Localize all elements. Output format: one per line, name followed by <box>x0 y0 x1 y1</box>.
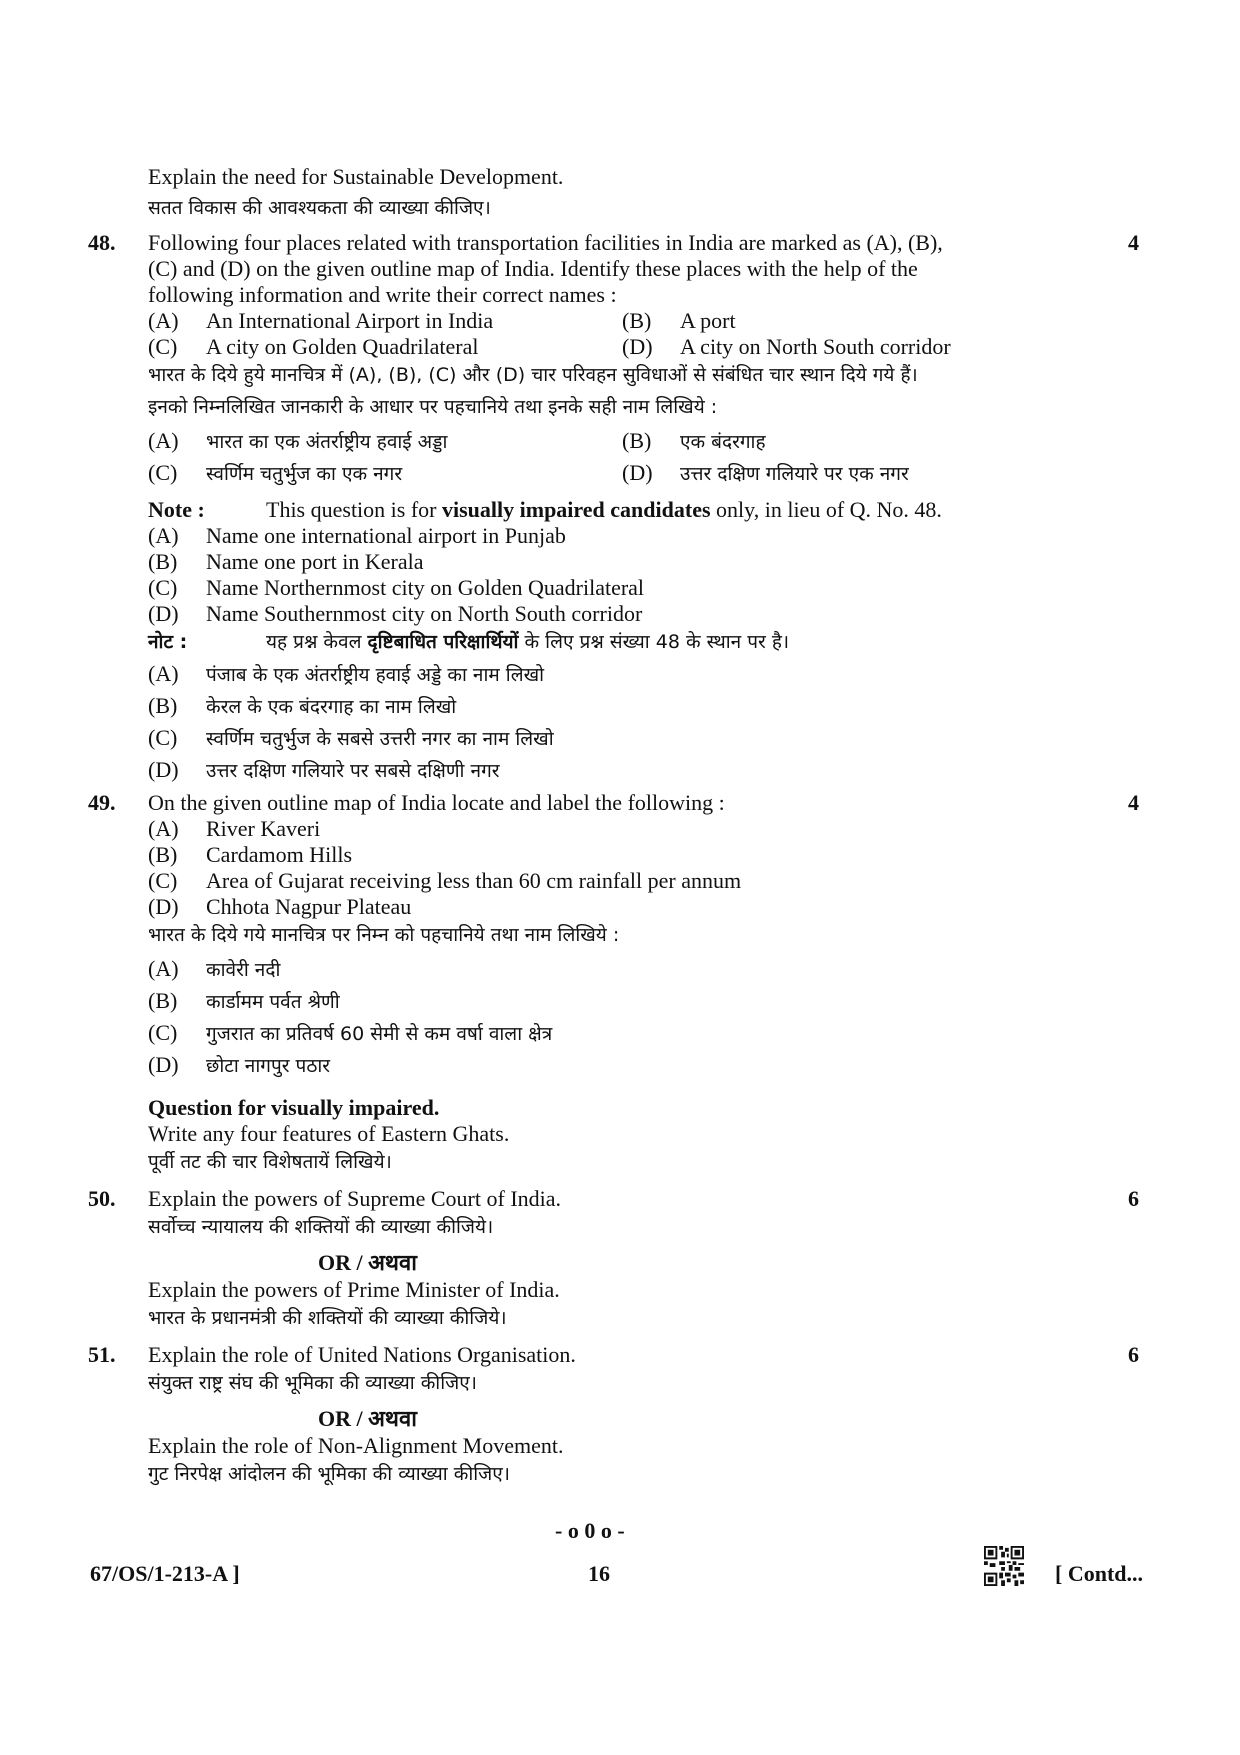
option-hi: (B) कार्डामम पर्वत श्रेणी <box>148 988 340 1013</box>
q49-text: On the given outline map of India locate and label the following : <box>148 790 725 815</box>
q50-text-hi: सर्वोच्च न्यायालय की शक्तियों की व्याख्या कीजिये। <box>148 1216 494 1238</box>
option: (C) A city on Golden Quadrilateral <box>148 334 479 359</box>
marks: 4 <box>1128 230 1139 255</box>
vi-option: (C) Name Northernmost city on Golden Quadrilateral <box>148 575 645 600</box>
q48-text-line1: Following four places related with transportation facilities in India are marked as (A), (B), <box>148 230 943 255</box>
option: (B) Cardamom Hills <box>148 842 353 867</box>
q48-text-hi-line1: भारत के दिये हुये मानचित्र में (A), (B), (C) और (D) चार परिवहन सुविधाओं से संबंधित चार स्थान दिये गये हैं। <box>148 364 918 386</box>
sd-question-en: Explain the need for Sustainable Development. <box>148 164 564 189</box>
vi-option-hi: (C) स्वर्णिम चतुर्भुज के सबसे उत्तरी नगर का नाम लिखो <box>148 725 554 750</box>
end-mark: - o 0 o - <box>555 1518 625 1543</box>
option-hi: (C) स्वर्णिम चतुर्भुज का एक नगर <box>148 460 403 485</box>
option: (A) An International Airport in India <box>148 308 494 333</box>
vi-question-hi: पूर्वी तट की चार विशेषतायें लिखिये। <box>148 1151 392 1173</box>
q50-text: Explain the powers of Supreme Court of India. <box>148 1186 562 1211</box>
q48-text-hi-line2: इनको निम्नलिखित जानकारी के आधार पर पहचानिये तथा इनके सही नाम लिखिये : <box>148 396 718 418</box>
vi-option: (D) Name Southernmost city on North South corridor <box>148 601 643 626</box>
q51-text-hi: संयुक्त राष्ट्र संघ की भूमिका की व्याख्या कीजिए। <box>148 1372 477 1394</box>
vi-option: (B) Name one port in Kerala <box>148 549 424 574</box>
option-hi: (A) भारत का एक अंतर्राष्ट्रीय हवाई अड्डा <box>148 428 448 453</box>
vi-option-hi: (D) उत्तर दक्षिण गलियारे पर सबसे दक्षिणी नगर <box>148 757 500 782</box>
q49-text-hi: भारत के दिये गये मानचित्र पर निम्न को पहचानिये तथा नाम लिखिये : <box>148 924 620 946</box>
sd-question-hi: सतत विकास की आवश्यकता की व्याख्या कीजिए। <box>148 197 491 219</box>
question-number: 50. <box>88 1186 116 1211</box>
marks: 6 <box>1128 1342 1139 1367</box>
option: (A) River Kaveri <box>148 816 321 841</box>
continued-label: [ Contd... <box>1055 1561 1144 1586</box>
q50-alt-text: Explain the powers of Prime Minister of India. <box>148 1277 560 1302</box>
vi-question-en: Write any four features of Eastern Ghats. <box>148 1121 510 1146</box>
option: (C) Area of Gujarat receiving less than 60 cm rainfall per annum <box>148 868 742 893</box>
option: (D) A city on North South corridor <box>622 334 951 359</box>
q50-alt-text-hi: भारत के प्रधानमंत्री की शक्तियों की व्याख्या कीजिये। <box>148 1307 507 1329</box>
option: (B) A port <box>622 308 736 333</box>
option-hi: (D) छोटा नागपुर पठार <box>148 1052 331 1077</box>
marks: 4 <box>1128 790 1139 815</box>
option-hi: (B) एक बंदरगाह <box>622 428 766 453</box>
option: (D) Chhota Nagpur Plateau <box>148 894 412 919</box>
option-hi: (A) कावेरी नदी <box>148 956 281 981</box>
vi-option-hi: (B) केरल के एक बंदरगाह का नाम लिखो <box>148 693 457 718</box>
vi-option-hi: (A) पंजाब के एक अंतर्राष्ट्रीय हवाई अड्डे का नाम लिखो <box>148 661 545 686</box>
page-number: 16 <box>588 1561 610 1586</box>
note-hi: नोट : यह प्रश्न केवल दृष्टिबाधित परिक्षार्थियों के लिए प्रश्न संख्या 48 के स्थान पर है। <box>148 631 790 653</box>
marks: 6 <box>1128 1186 1139 1211</box>
q51-alt-text-hi: गुट निरपेक्ष आंदोलन की भूमिका की व्याख्या कीजिए। <box>148 1463 510 1485</box>
q51-text: Explain the role of United Nations Organisation. <box>148 1342 576 1367</box>
option-hi: (D) उत्तर दक्षिण गलियारे पर एक नगर <box>622 460 909 485</box>
q48-text-line2: (C) and (D) on the given outline map of India. Identify these places with the help of the <box>148 256 918 281</box>
paper-code: 67/OS/1-213-A ] <box>90 1561 240 1586</box>
or-divider: OR / अथवा <box>318 1250 417 1275</box>
question-number: 48. <box>88 230 116 255</box>
vi-option: (A) Name one international airport in Punjab <box>148 523 566 548</box>
question-number: 51. <box>88 1342 116 1367</box>
question-number: 49. <box>88 790 116 815</box>
q51-alt-text: Explain the role of Non-Alignment Movement. <box>148 1433 564 1458</box>
vi-question-title: Question for visually impaired. <box>148 1095 440 1120</box>
qr-code-icon <box>984 1546 1024 1586</box>
q48-text-line3: following information and write their correct names : <box>148 282 617 307</box>
option-hi: (C) गुजरात का प्रतिवर्ष 60 सेमी से कम वर्षा वाला क्षेत्र <box>148 1020 553 1045</box>
or-divider: OR / अथवा <box>318 1406 417 1431</box>
note-en: Note : This question is for visually impaired candidates only, in lieu of Q. No. 48. <box>148 497 942 522</box>
